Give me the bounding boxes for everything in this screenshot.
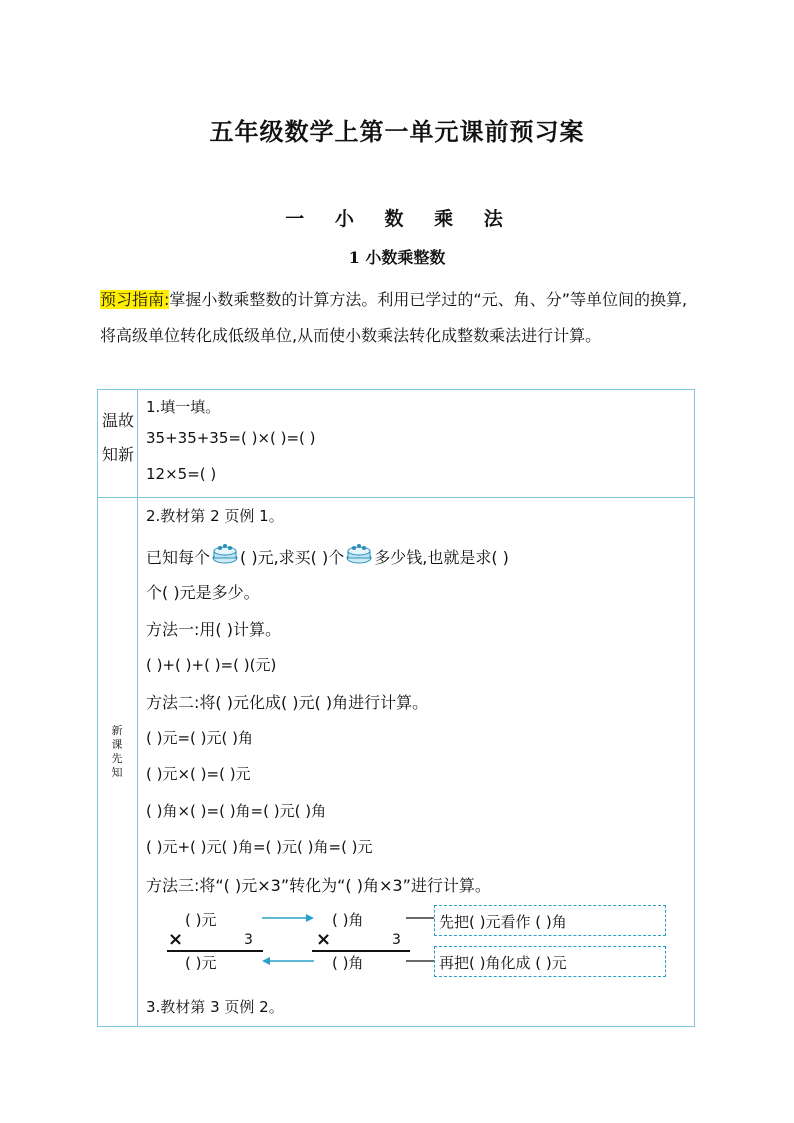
question-text-a: 已知每个 [146, 548, 211, 567]
method-1: 方法一:用( )计算。 [146, 620, 281, 639]
hint-box-1-text: 先把( )元看作 ( )角 [439, 913, 567, 931]
review-heading: 1.填一填。 [146, 398, 221, 416]
question-line-2: 个( )元是多少。 [146, 583, 260, 602]
next-example: 3.教材第 3 页例 2。 [146, 998, 284, 1016]
diagram-right-multiplier: 3 [392, 932, 401, 948]
section-title: 一 小 数 乘 法 [285, 208, 509, 230]
preview-label: 新课先知 [111, 724, 123, 779]
review-line-1: 35+35+35=( )×( )=( ) [146, 429, 316, 447]
question-text-c: 多少钱,也就是求( ) [374, 548, 509, 567]
method-2: 方法二:将( )元化成( )元( )角进行计算。 [146, 693, 429, 712]
method-3: 方法三:将“( )元×3”转化为“( )角×3”进行计算。 [146, 876, 491, 895]
preview-heading: 2.教材第 2 页例 1。 [146, 507, 284, 525]
review-label: 温故知新 [101, 411, 134, 464]
diagram-right-top: ( )角 [332, 911, 364, 929]
guide-text: 掌握小数乘整数的计算方法。利用已学过的“元、角、分”等单位间的换算,将高级单位转化成低级单位,从而使小数乘法转化成整数乘法进行计算。 [100, 290, 688, 345]
diagram-left-operator: × [168, 929, 184, 950]
method-1-equation: ( )+( )+( )=( )(元) [146, 656, 277, 674]
guide-label: 预习指南: [100, 290, 170, 309]
review-line-2: 12×5=( ) [146, 465, 217, 483]
method-2-line-1: ( )元=( )元( )角 [146, 729, 253, 747]
diagram-right-bottom: ( )角 [332, 954, 364, 972]
diagram-right-operator: × [316, 929, 332, 950]
right-arrow-icon [262, 914, 314, 922]
hint-box-2-text: 再把( )角化成 ( )元 [439, 954, 567, 972]
diagram-left-multiplier: 3 [244, 932, 253, 948]
left-arrow-icon [262, 957, 314, 965]
method-2-line-3: ( )角×( )=( )角=( )元( )角 [146, 802, 327, 820]
method-2-line-4: ( )元+( )元( )角=( )元( )角=( )元 [146, 838, 373, 856]
page-title: 五年级数学上第一单元课前预习案 [209, 117, 585, 146]
diagram-left-bottom: ( )元 [185, 954, 217, 972]
subsection-title: 1 小数乘整数 [348, 248, 446, 267]
question-text-b: ( )元,求买( )个 [240, 548, 345, 567]
diagram-left-top: ( )元 [185, 911, 217, 929]
method-2-line-2: ( )元×( )=( )元 [146, 765, 251, 783]
